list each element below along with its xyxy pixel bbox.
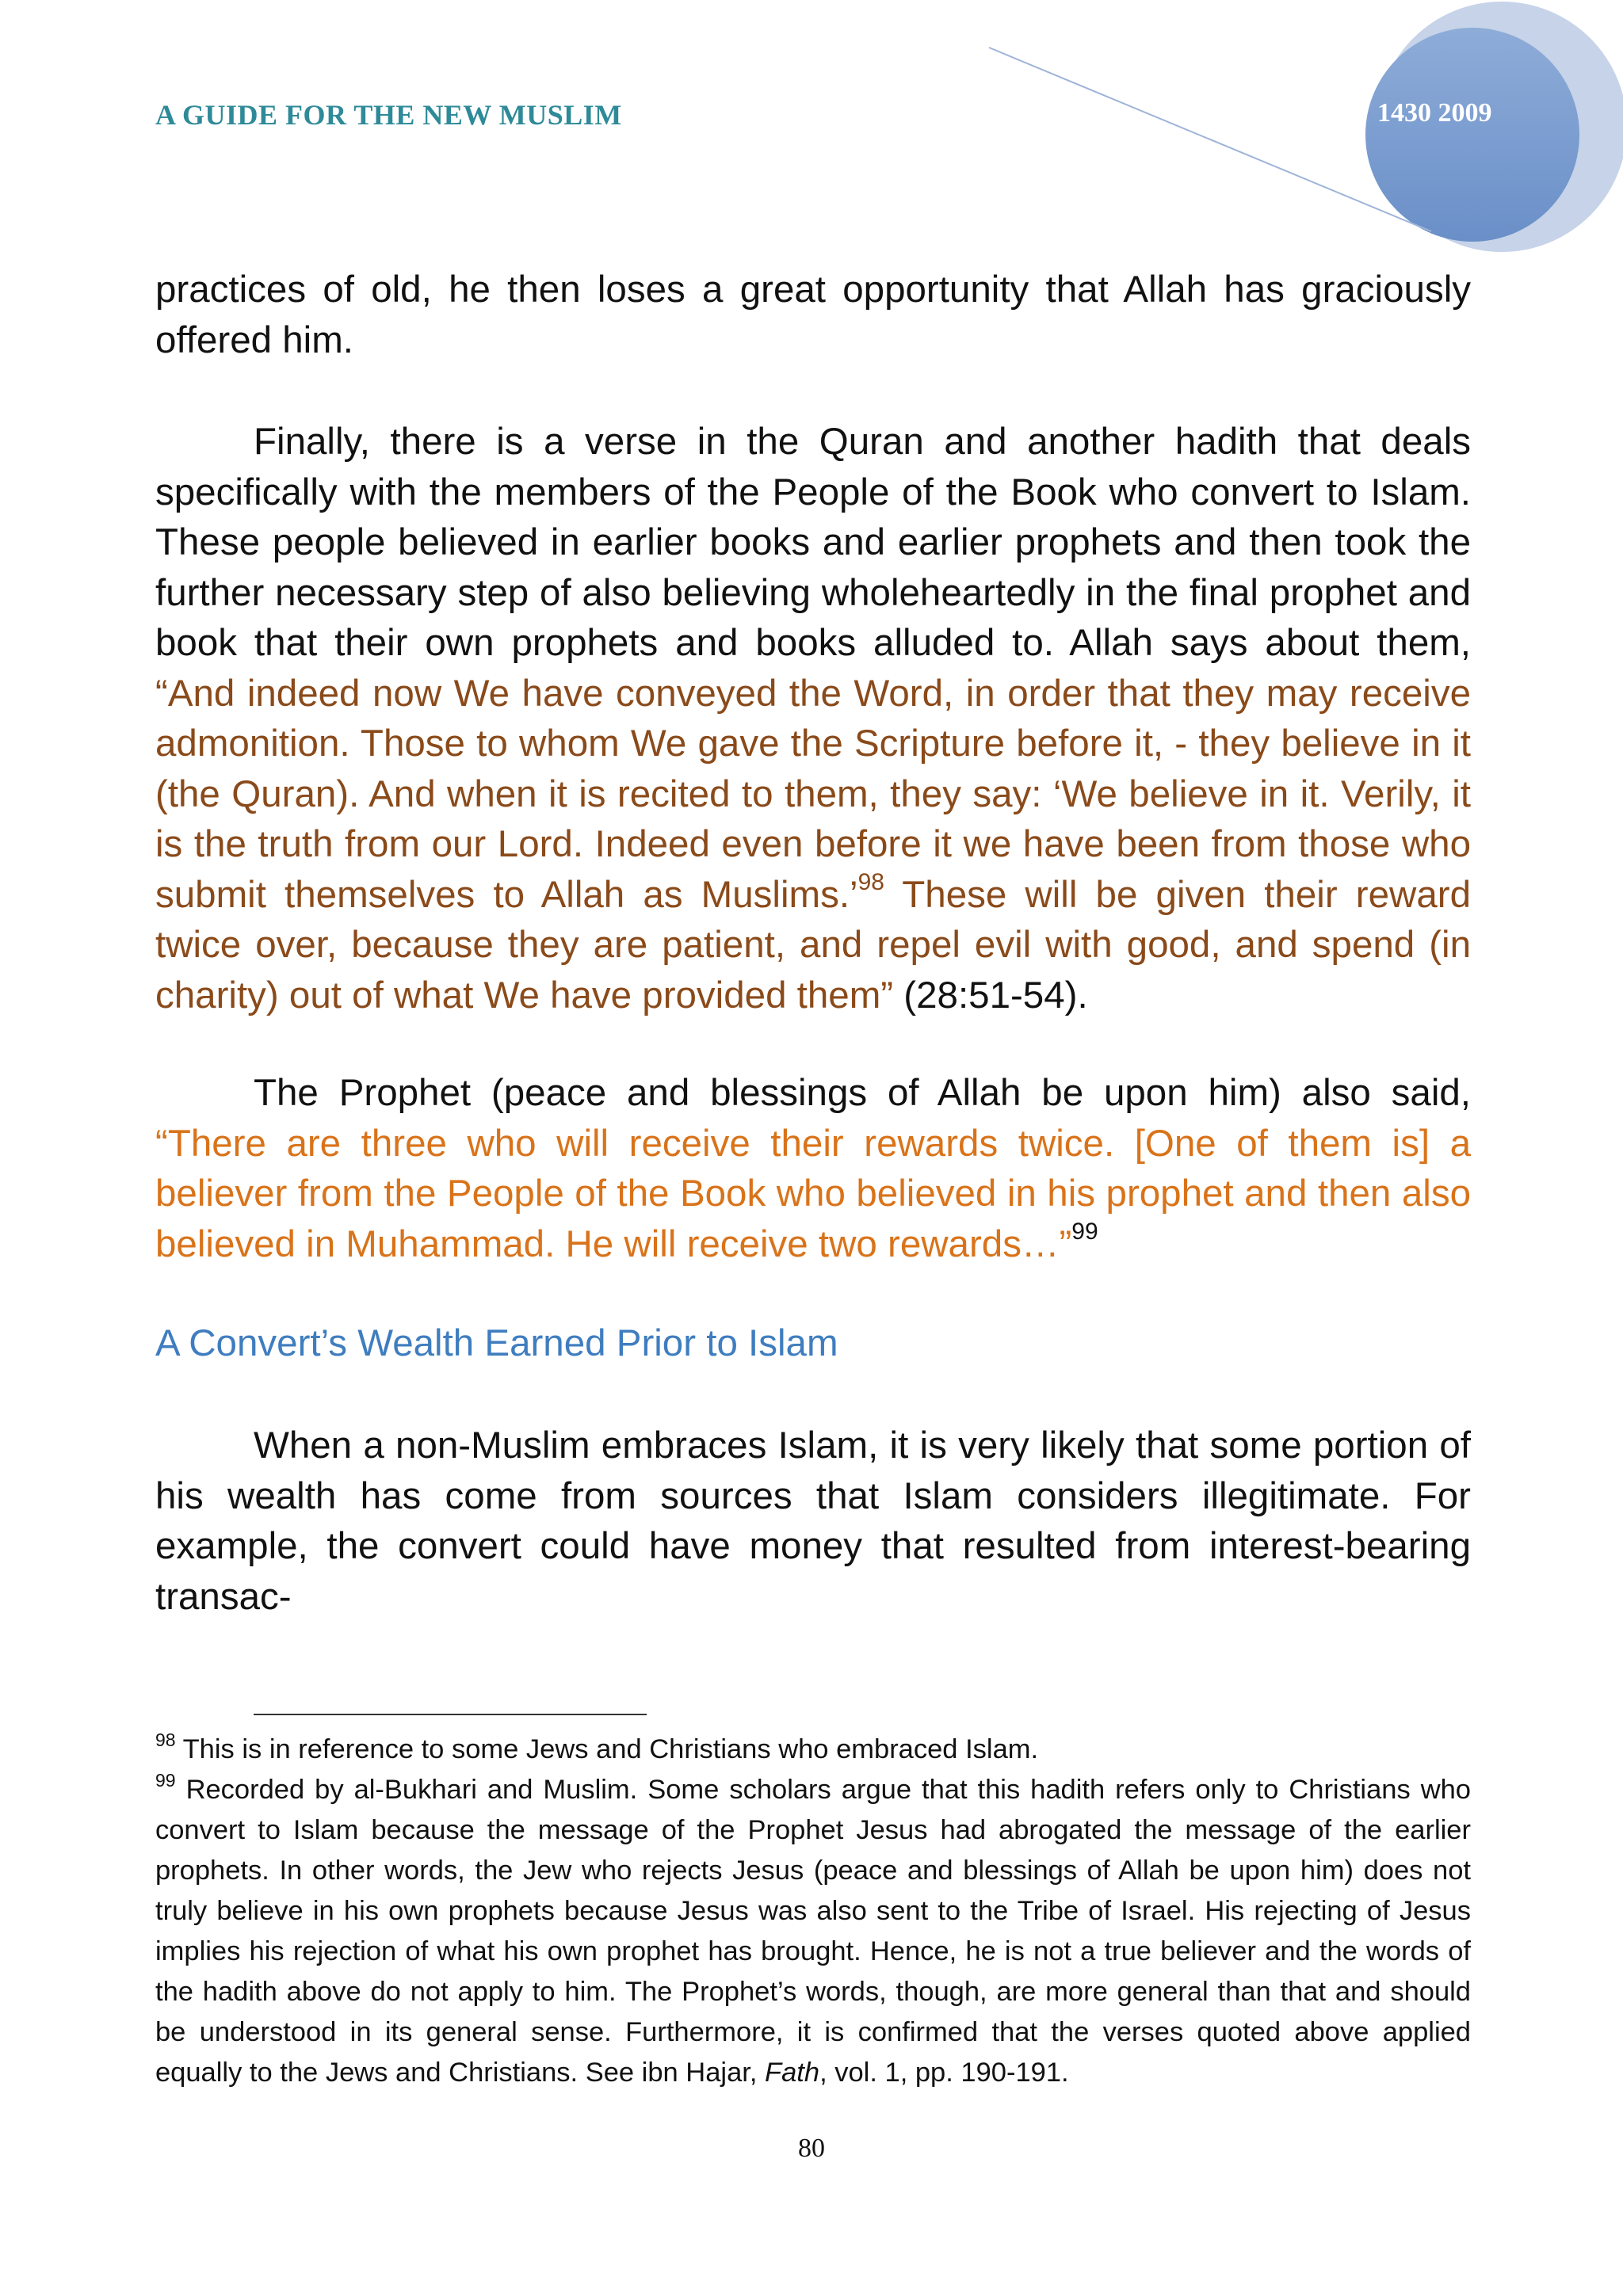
footnote-text-end: , vol. 1, pp. 190-191. bbox=[819, 2058, 1069, 2088]
footnote-99 bbox=[155, 1770, 1471, 2093]
paragraph-intro: The Prophet (peace and blessings of Allah be upon him) also said, bbox=[254, 1072, 1471, 1114]
paragraph-intro: Finally, there is a verse in the Quran and another hadith that deals specifically with the members of the People of the Book who convert to Islam. These people believed in earlier books and earlier prophets and then took the further necessary step of also believing wholeheartedly in the final prophet and book that their own prophets and books alluded to. Allah says about them, bbox=[155, 421, 1471, 664]
footnote-book-title: Fath bbox=[765, 2058, 820, 2088]
footnote-number: 99 bbox=[155, 1770, 176, 1791]
section-heading: A Convert’s Wealth Earned Prior to Islam bbox=[155, 1322, 838, 1364]
paragraph-continuation: practices of old, he then loses a great opportunity that Allah has graciously offered him. bbox=[155, 269, 1471, 361]
header-title: A GUIDE FOR THE NEW MUSLIM bbox=[155, 99, 622, 131]
quran-citation: (28:51-54). bbox=[893, 974, 1088, 1016]
footnote-98 bbox=[155, 1730, 1471, 1770]
corner-line bbox=[989, 48, 1431, 231]
footnote-number: 98 bbox=[155, 1730, 176, 1750]
footnote-separator bbox=[254, 1714, 647, 1715]
paragraph-people-of-the-book bbox=[155, 417, 1471, 1020]
hadith-quote: “There are three who will receive their rewards twice. [One of them is] a believer from the People of the Book who believed in his prophet and then also believed in Muhammad. He will receive two rewards…” bbox=[155, 1122, 1471, 1265]
paragraph-hadith bbox=[155, 1068, 1471, 1269]
header-year: 1430 2009 bbox=[1377, 98, 1492, 128]
footnotes bbox=[155, 1730, 1471, 2093]
header-corner-decoration bbox=[0, 0, 1623, 285]
quran-quote bbox=[155, 673, 1471, 1016]
footnote-text: This is in reference to some Jews and Christians who embraced Islam. bbox=[182, 1734, 1039, 1764]
footnote-text: Recorded by al-Bukhari and Muslim. Some scholars argue that this hadith refers only to Christians who convert to Islam because the message of the Prophet Jesus had abrogated the message of the earlier prophets. In other words, the Jew who rejects Jesus (peace and blessings of Allah be upon him) does not truly believe in his own prophets because Jesus was also sent to the Tribe of Israel. His rejecting of Jesus implies his rejection of what his own prophet has brought. Hence, he is not a true believer and the words of the hadith above do not apply to him. The Prophet’s words, though, are more general than that and should be understood in its general sense. Furthermore, it is confirmed that the verses quoted above applied equally to the Jews and Christians. See ibn Hajar, bbox=[155, 1775, 1471, 2088]
quran-quote-part2: These will be given their reward twice over, because they are patient, and repel evil with good, and spend (in charity) out of what We have provided them” bbox=[155, 873, 1471, 1016]
quran-quote-part1: “And indeed now We have conveyed the Word, in order that they may receive admonition. Those to whom We gave the Scripture before it, - they believe in it (the Quran). And when it is recited to them, they say: ‘We believe in it. Verily, it is the truth from our Lord. Indeed even before it we have been from those who submit themselves to Allah as Muslims.’ bbox=[155, 672, 1471, 916]
footnote-ref-98[interactable]: 98 bbox=[857, 868, 884, 895]
page-number: 80 bbox=[798, 2134, 825, 2163]
footnote-ref-99[interactable]: 99 bbox=[1071, 1218, 1098, 1245]
corner-inner-circle bbox=[1365, 28, 1579, 242]
paragraph-convert-wealth: When a non-Muslim embraces Islam, it is very likely that some portion of his wealth has come from sources that Islam considers illegitimate. For example, the convert could have money that resulted from interest-bearing transac- bbox=[155, 1425, 1471, 1618]
